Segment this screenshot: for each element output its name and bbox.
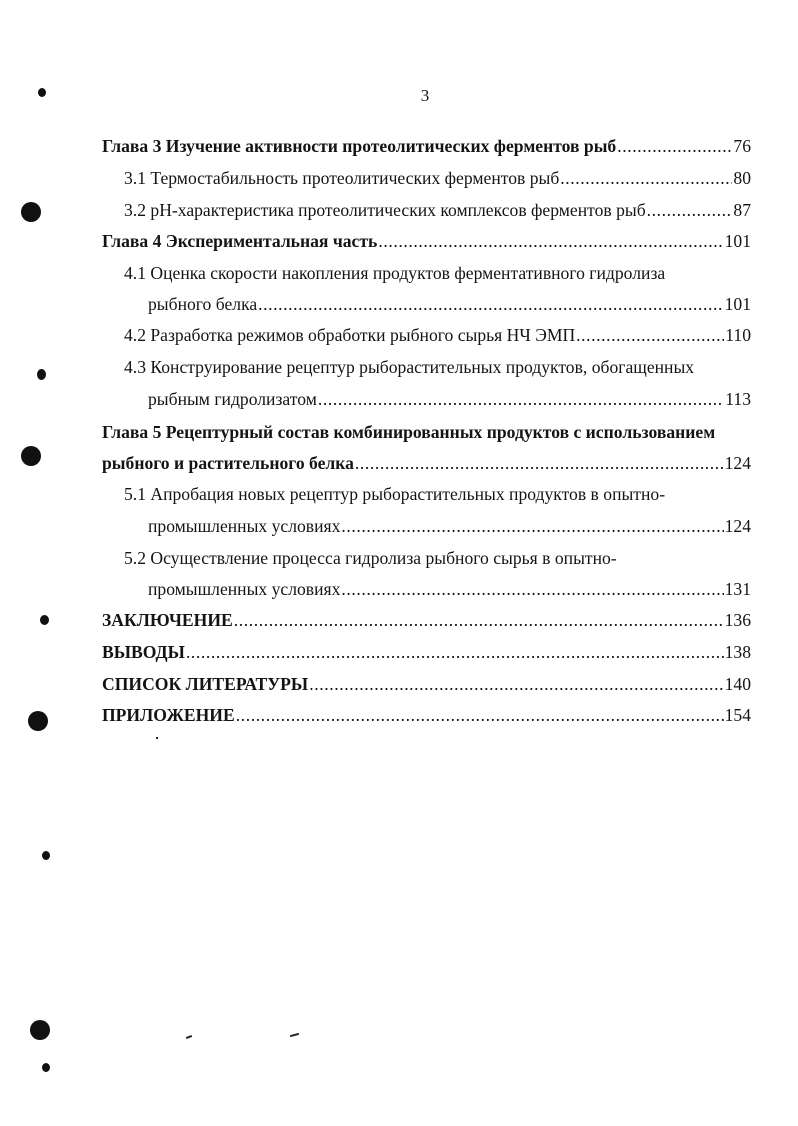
toc-entry-page: 87 [733, 200, 751, 220]
leader-dots [318, 387, 724, 411]
toc-entry-section-3-2 [124, 198, 751, 222]
toc-entry-chapter-5 [102, 451, 751, 475]
punch-hole-mark [42, 1063, 50, 1072]
toc-entry-page: 76 [733, 136, 751, 156]
toc-entry-title: 4.2 Разработка режимов обработки рыбного сырья НЧ ЭМП [124, 325, 576, 345]
toc-entry-section-4-1 [148, 292, 751, 316]
toc-entry-section-5-1 [148, 514, 751, 538]
toc-entry-title: ЗАКЛЮЧЕНИЕ [102, 610, 233, 630]
toc-entry-title: 3.2 pH-характеристика протеолитических комплексов ферментов рыб [124, 200, 646, 220]
toc-entry-conclusion [102, 608, 751, 632]
leader-dots [647, 198, 733, 222]
leader-dots [341, 514, 723, 538]
punch-hole-mark [37, 369, 46, 380]
leader-dots [560, 166, 732, 190]
toc-entry-title: Глава 3 Изучение активности протеолитических ферментов рыб [102, 136, 617, 156]
leader-dots [341, 577, 723, 601]
leader-dots [355, 451, 724, 475]
toc-entry-page: 110 [725, 325, 751, 345]
toc-entry-findings [102, 640, 751, 664]
toc-entry-section-3-1 [124, 166, 751, 190]
punch-hole-mark [42, 851, 50, 860]
leader-dots [186, 640, 724, 664]
punch-hole-mark [38, 88, 46, 97]
toc-entry-page: 113 [725, 389, 751, 409]
toc-entry-title: рыбного и растительного белка [102, 453, 354, 473]
toc-entry-page: 124 [724, 516, 751, 536]
toc-entry-chapter-5-line1: Глава 5 Рецептурный состав комбинированных продуктов с использованием [102, 422, 716, 442]
toc-entry-chapter-4 [102, 229, 751, 253]
toc-entry-title: СПИСОК ЛИТЕРАТУРЫ [102, 674, 309, 694]
punch-hole-mark [21, 202, 41, 222]
toc-entry-section-4-1-line1: 4.1 Оценка скорости накопления продуктов ферментативного гидролиза [124, 263, 666, 283]
leader-dots [309, 672, 723, 696]
toc-entry-page: 131 [724, 579, 751, 599]
toc-entry-section-4-2 [124, 323, 751, 347]
leader-dots [234, 608, 724, 632]
toc-entry-section-4-3 [148, 387, 751, 411]
leader-dots [258, 292, 723, 316]
toc-entry-title: 3.1 Термостабильность протеолитических ферментов рыб [124, 168, 560, 188]
toc-entry-title: промышленных условиях [148, 516, 341, 536]
toc-entry-section-4-3-line1: 4.3 Конструирование рецептур рыборастительных продуктов, обогащенных [124, 357, 695, 377]
toc-entry-page: 138 [724, 642, 751, 662]
toc-entry-title: рыбным гидролизатом [148, 389, 317, 409]
toc-entry-page: 136 [724, 610, 751, 630]
toc-entry-chapter-3 [102, 134, 751, 158]
page-number: 3 [420, 86, 430, 105]
leader-dots [378, 229, 723, 253]
punch-hole-mark [21, 446, 41, 466]
leader-dots [236, 703, 724, 727]
toc-entry-title: промышленных условиях [148, 579, 341, 599]
toc-entry-section-5-1-line1: 5.1 Апробация новых рецептур рыборастительных продуктов в опытно- [124, 484, 666, 504]
toc-entry-references [102, 672, 751, 696]
toc-entry-page: 101 [724, 231, 751, 251]
toc-entry-section-5-2-line1: 5.2 Осуществление процесса гидролиза рыбного сырья в опытно- [124, 548, 617, 568]
toc-entry-page: 80 [733, 168, 751, 188]
toc-entry-title: ВЫВОДЫ [102, 642, 185, 662]
toc-entry-page: 140 [724, 674, 751, 694]
scan-speck [156, 737, 158, 739]
punch-hole-mark [40, 615, 49, 625]
toc-entry-section-5-2 [148, 577, 751, 601]
toc-entry-appendix [102, 703, 751, 727]
leader-dots [576, 323, 724, 347]
toc-entry-page: 101 [724, 294, 751, 314]
toc-entry-title: Глава 4 Экспериментальная часть [102, 231, 378, 251]
leader-dots [617, 134, 732, 158]
toc-entry-page: 124 [724, 453, 751, 473]
punch-hole-mark [30, 1020, 50, 1040]
toc-entry-title: рыбного белка [148, 294, 258, 314]
toc-entry-page: 154 [724, 705, 751, 725]
punch-hole-mark [28, 711, 48, 731]
toc-entry-title: ПРИЛОЖЕНИЕ [102, 705, 235, 725]
